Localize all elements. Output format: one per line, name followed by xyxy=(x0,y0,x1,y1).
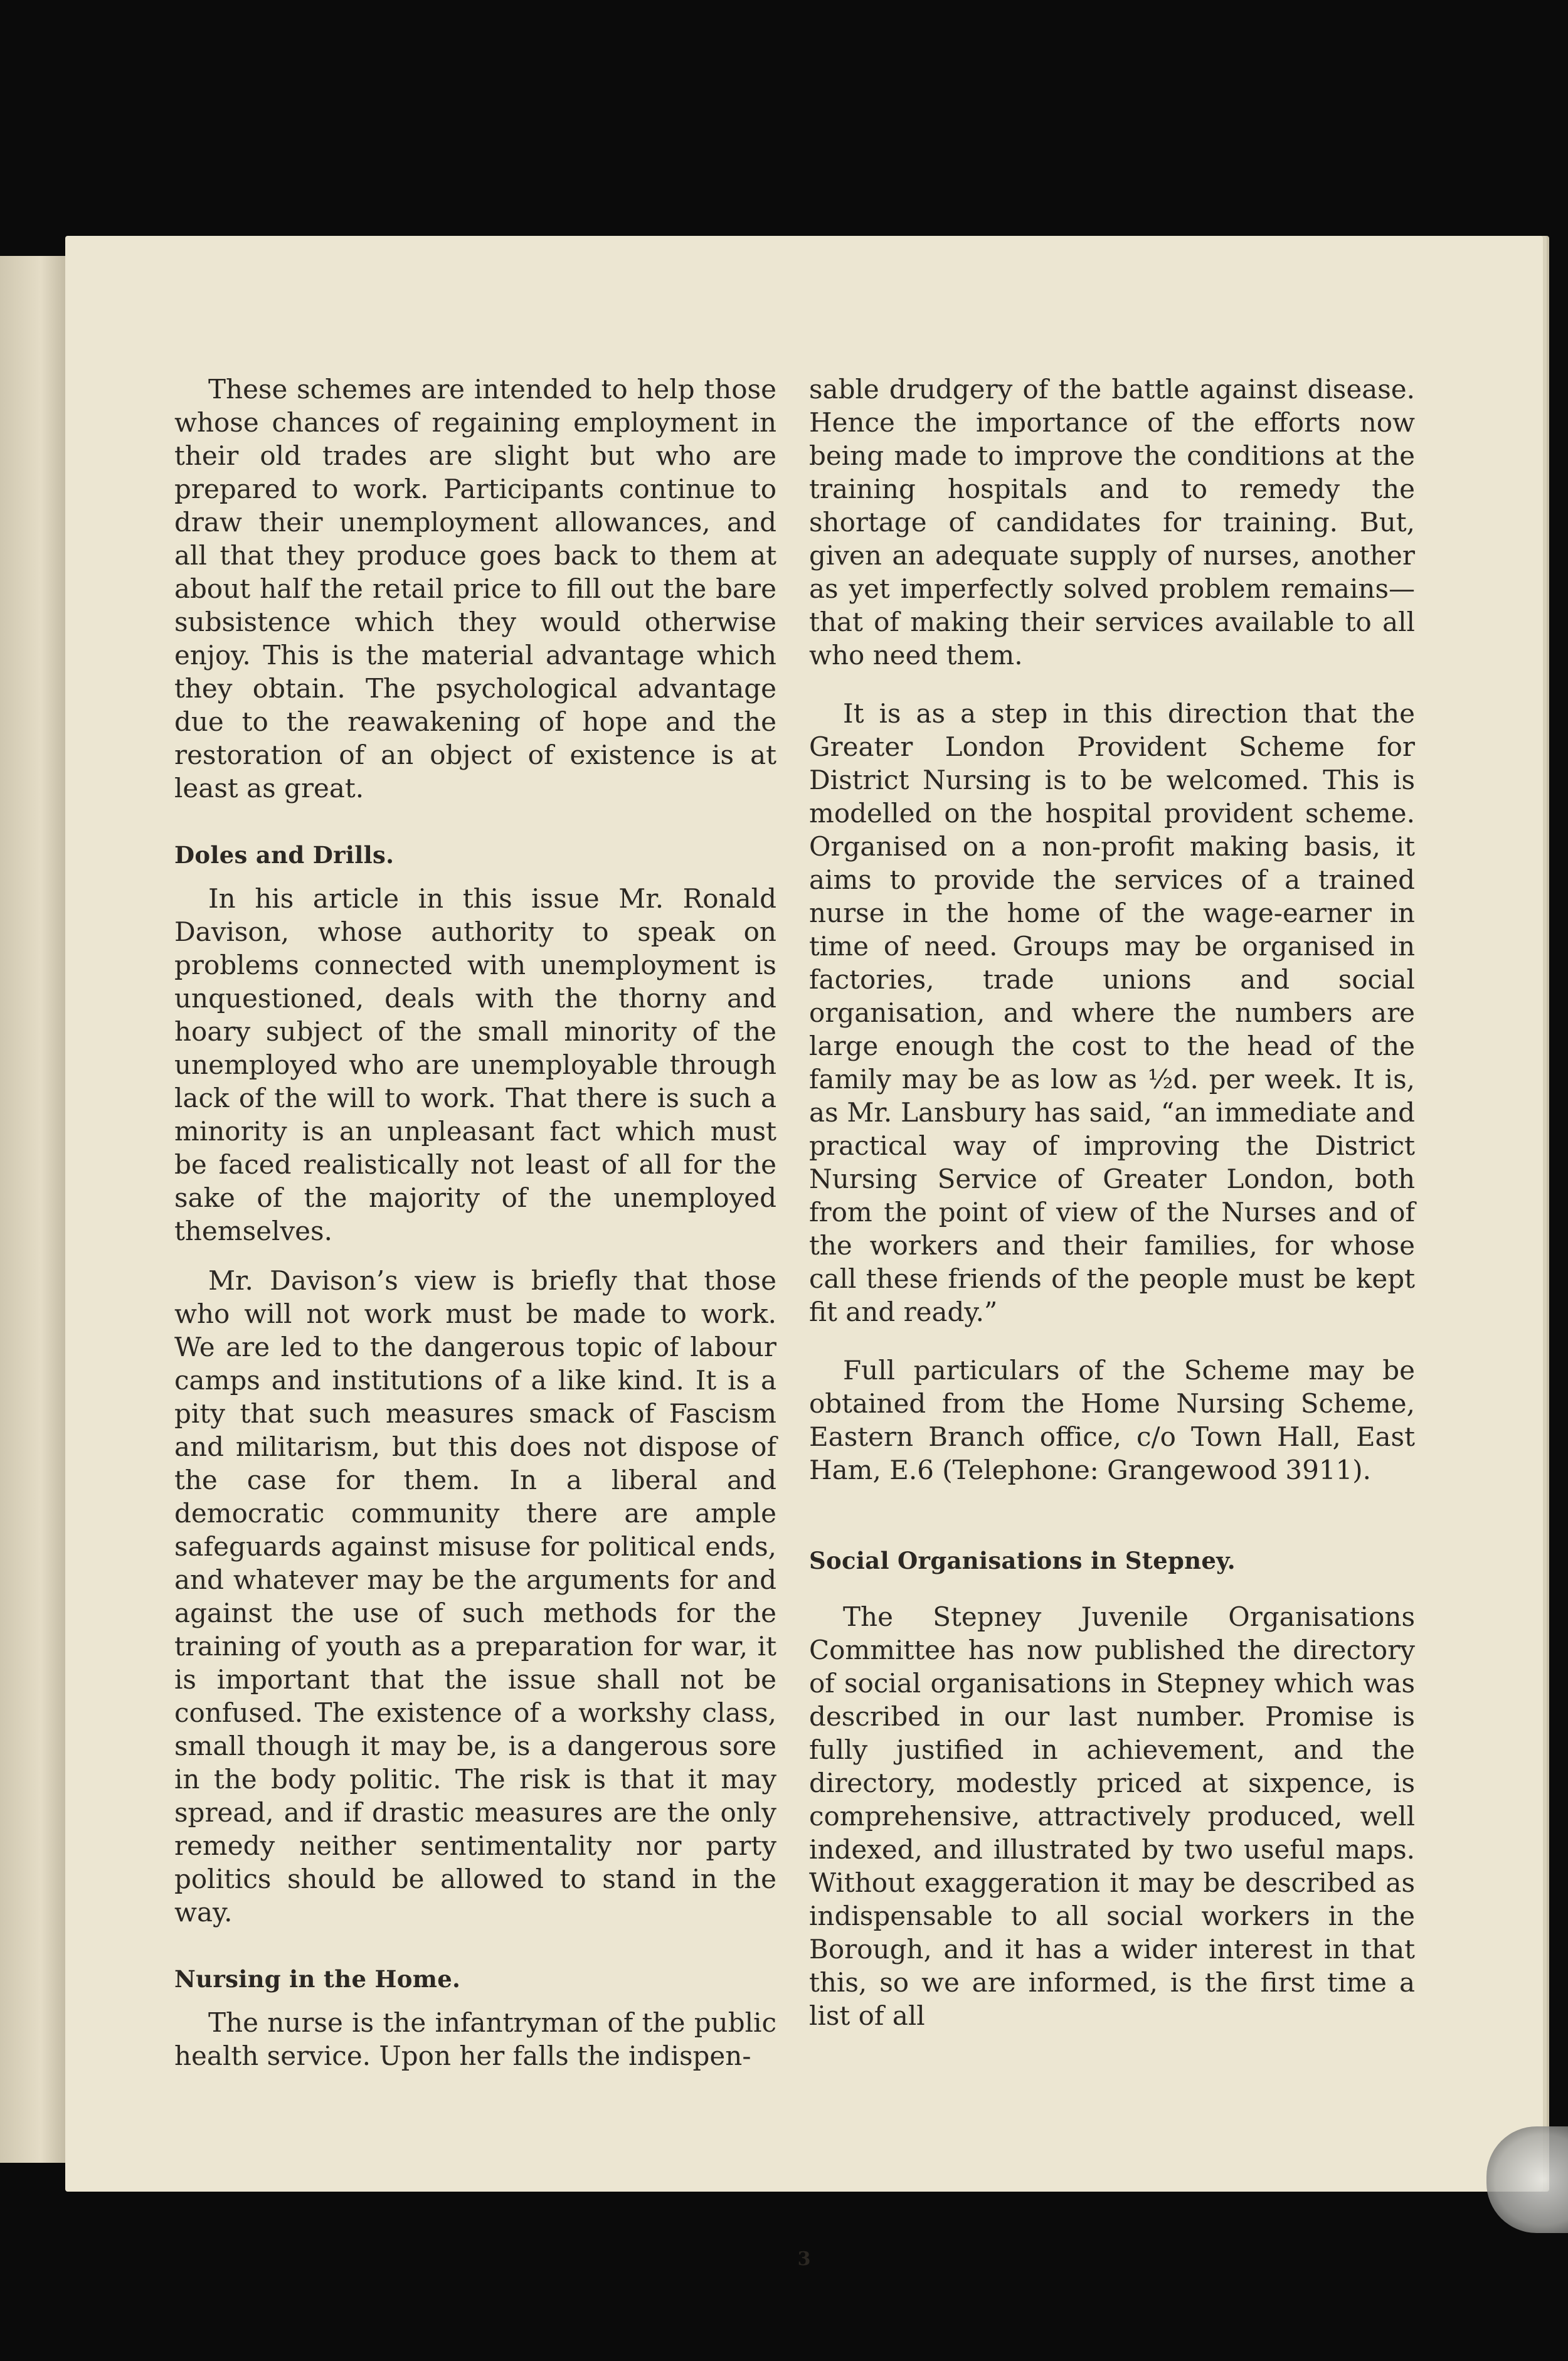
paragraph-schemes: These schemes are intended to help those whose chances of regaining employment in their old trades are slight but who are prepared to work. Participants continue to draw their unemployment allowances, and all that they produce goes back to them at about half the retail price to fill out the bare subsistence which they would otherwise enjoy. This is the material advantage which they obtain. The psychological advantage due to the reawakening of hope and the restoration of an object of existence is at least as great. xyxy=(174,374,776,804)
paragraph-stepney-directory: The Stepney Juvenile Organisations Committee has now published the directory of social organisations in Stepney which was described in our last number. Promise is fully justified in achievement, and the directory, modestly priced at sixpence, is comprehensive, attractively produced, well indexed, and illustrated by two useful maps. Without exaggeration it may be described as indispensable to all social workers in the Borough, and it has a wider interest in that this, so we are informed, is the first time a list of all xyxy=(809,1601,1415,2031)
paragraph-davison-article: In his article in this issue Mr. Ronald Davison, whose authority to speak on problems connected with unemployment is unquestioned, deals with the thorny and hoary subject of the small minority of the unemployed who are unemployable through lack of the will to work. That there is such a minority is an unpleasant fact which must be faced realistically not least of all for the sake of the majority of the unemployed themselves. xyxy=(174,883,776,1246)
paragraph-davison-view: Mr. Davison’s view is briefly that those who will not work must be made to work. We are led to the dangerous topic of labour camps and institutions of a like kind. It is a pity that such measures smack of Fascism and militarism, but this does not dispose of the case for them. In a liberal and democratic community there are ample safeguards against misuse for political ends, and whatever may be the arguments for and against the use of such methods for the training of youth as a preparation for war, it is important that the issue shall not be confused. The existence of a workshy class, small though it may be, is a dangerous sore in the body politic. The risk is that it may spread, and if drastic measures are the only remedy neither sentimentality nor party politics should be allowed to stand in the way. xyxy=(174,1265,776,1928)
heading-social-organisations: Social Organisations in Stepney. xyxy=(809,1547,1236,1574)
page-number: 3 xyxy=(797,2248,811,2270)
heading-nursing-in-the-home: Nursing in the Home. xyxy=(174,1965,461,1993)
left-column xyxy=(174,373,776,2089)
document-page xyxy=(65,236,1543,2270)
previous-page-edge xyxy=(0,256,74,2163)
right-column xyxy=(809,373,1415,2049)
heading-doles-and-drills: Doles and Drills. xyxy=(174,841,395,869)
paragraph-full-particulars: Full particulars of the Scheme may be obtained from the Home Nursing Scheme, Eastern Branch office, c/o Town Hall, East Ham, E.6 (Telephone: Grangewood 3911). xyxy=(809,1355,1415,1485)
paragraph-drudgery: sable drudgery of the battle against disease. Hence the importance of the efforts now being made to improve the conditions at the training hospitals and to remedy the shortage of candidates for training. But, given an adequate supply of nurses, another as yet imperfectly solved problem remains—that of making their services available to all who need them. xyxy=(809,374,1415,671)
paragraph-nurse-infantryman: The nurse is the infantryman of the public health service. Upon her falls the indispen- xyxy=(174,2007,776,2071)
paragraph-provident-scheme: It is as a step in this direction that the Greater London Provident Scheme for District Nursing is to be welcomed. This is modelled on the hospital provident scheme. Organised on a non-profit making basis, it aims to provide the services of a trained nurse in the home of the wage-earner in time of need. Groups may be organised in factories, trade unions and social organisation, and where the numbers are large enough the cost to the head of the family may be as low as ½d. per week. It is, as Mr. Lansbury has said, “an immediate and practical way of improving the District Nursing Service of Greater London, both from the point of view of the Nurses and of the workers and their families, for whose call these friends of the people must be kept fit and ready.” xyxy=(809,698,1415,1327)
